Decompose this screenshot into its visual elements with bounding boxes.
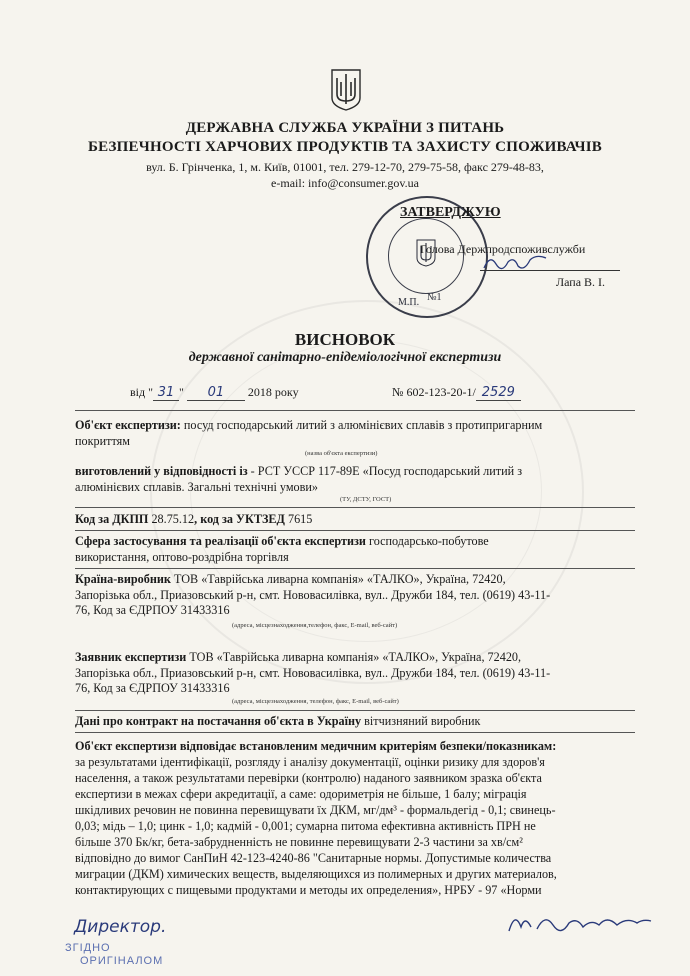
- scope-text-1: господарсько-побутове: [365, 534, 489, 548]
- section-divider: [75, 507, 635, 508]
- trident-emblem-icon: [330, 68, 362, 112]
- criteria-label: Об'єкт експертизи відповідає встановленим медичним критеріям безпеки/показникам:: [75, 739, 557, 753]
- code-value-2: 7615: [284, 512, 313, 526]
- applicant-text-2: Запорізька обл., Приазовський р-н, смт. Нововасилівка, вул.. Дружби 184, тел. (0619) 43-11-: [75, 665, 551, 680]
- country-caption: (адреса, місцезнаходження,телефон, факс, E-mail, веб-сайт): [232, 622, 398, 629]
- criteria-line: контактирующих с пищевыми продуктами и методы их определения», НРБУ - 97 «Норми: [75, 883, 542, 897]
- country-text-3: 76, Код за ЄДРПОУ 31433316: [75, 603, 230, 617]
- country-text-1: ТОВ «Таврійська ливарна компанія» «ТАЛКО», Україна, 72420,: [170, 572, 506, 586]
- approval-heading: ЗАТВЕРДЖУЮ: [400, 205, 501, 220]
- document-number: [392, 385, 521, 400]
- country-text-2: Запорізька обл., Приазовський р-н, смт. Нововасилівка, вул.. Дружби 184, тел. (0619) 43-11-: [75, 587, 551, 602]
- head-signature-icon: [480, 250, 550, 276]
- contract-label: Дані про контракт на постачання об'єкта в Україну: [75, 714, 362, 728]
- approval-role: Голова Держпродспоживслужби: [420, 242, 586, 256]
- document-number-prefix: № 602-123-20-1/: [392, 385, 476, 399]
- approval-signature-line: [480, 270, 620, 271]
- contract-text: вітчизняний виробник: [361, 714, 481, 728]
- criteria-line: миграции (ДКМ) химических веществ, выделяющихся из полимерных и других материалов,: [75, 867, 557, 881]
- agency-address: вул. Б. Грінченка, 1, м. Київ, 01001, тел. 279-12-70, 279-75-58, факс 279-48-83,: [146, 160, 544, 174]
- date-day: 31: [153, 385, 179, 401]
- criteria-line: відповідно до вимог СанПиН 42-123-4240-86 "Санитарные нормы. Допустимые количества: [75, 851, 552, 865]
- standard-section: [75, 464, 635, 495]
- section-divider: [75, 568, 635, 569]
- applicant-label: Заявник експертизи: [75, 650, 187, 664]
- standard-label: виготовлений у відповідності із: [75, 464, 248, 478]
- document-date: [130, 385, 299, 401]
- code-label-2: , код за УКТЗЕД: [194, 512, 285, 526]
- standard-text-2: алюмінієвих сплавів. Загальні технічні умови»: [75, 479, 319, 494]
- object-text-1: посуд господарський литий з алюмінієвих сплавів з протипригарним: [180, 418, 543, 432]
- applicant-section: [75, 650, 635, 697]
- criteria-line: 0,03; мідь – 1,0; цинк - 1,0; кадмій - 0,001; сумарна питома ефективна активність ПРН не: [75, 819, 536, 833]
- applicant-caption: (адреса, місцезнаходження, телефон, факс, E-mail, веб-сайт): [232, 698, 399, 705]
- date-prefix: від ": [130, 385, 154, 399]
- object-section: [75, 418, 635, 449]
- object-caption: (назва об'єкта експертизи): [305, 450, 378, 457]
- criteria-section: [75, 738, 635, 898]
- criteria-line: більше 370 Бк/кг, бета-забрудненність не повинне перевищувати 2-3 частини за хв/см²: [75, 835, 523, 849]
- scope-text-2: використання, оптово-роздрібна торгівля: [75, 549, 289, 564]
- approval-name: Лапа В. І.: [556, 275, 606, 289]
- code-section: [75, 512, 635, 528]
- applicant-text-3: 76, Код за ЄДРПОУ 31433316: [75, 681, 230, 695]
- criteria-line: шкідливих речовин не повинна перевищувати їх ДКМ, мг/дм³ - формальдегід - 0,1; свинець-: [75, 803, 556, 817]
- section-divider: [75, 530, 635, 531]
- country-label: Країна-виробник: [75, 572, 171, 586]
- contract-section: [75, 714, 635, 730]
- agency-name-line-1: ДЕРЖАВНА СЛУЖБА УКРАЇНИ З ПИТАНЬ: [185, 120, 505, 136]
- certified-copy-stamp-line-1: ЗГІДНО: [65, 942, 111, 954]
- expert-signature-icon: [505, 905, 655, 939]
- country-section: [75, 572, 635, 619]
- date-quote: ": [179, 385, 184, 399]
- stamp-number: №1: [427, 292, 442, 303]
- document-title: ВИСНОВОК: [294, 330, 396, 349]
- document-number-handwritten: 2529: [476, 385, 521, 401]
- director-signature-text: Директор.: [74, 917, 167, 937]
- date-suffix: 2018 року: [247, 385, 299, 399]
- code-value-1: 28.75.12: [148, 512, 195, 526]
- director-signature-icon: [70, 910, 180, 940]
- object-label: Об'єкт експертизи:: [75, 418, 181, 432]
- stamp-mp-label: М.П.: [398, 297, 420, 308]
- scope-label: Сфера застосування та реалізації об'єкта експертизи: [75, 534, 366, 548]
- standard-caption: (ТУ, ДСТУ, ГОСТ): [340, 496, 392, 503]
- document-subtitle: державної санітарно-епідеміологічної експертизи: [188, 350, 502, 365]
- scope-section: [75, 534, 635, 565]
- applicant-text-1: ТОВ «Таврійська ливарна компанія» «ТАЛКО», Україна, 72420,: [186, 650, 522, 664]
- section-divider: [75, 710, 635, 711]
- object-text-2: покриттям: [75, 433, 130, 448]
- standard-text-1: - РСТ УССР 117-89Е «Посуд господарський литий з: [247, 464, 523, 478]
- criteria-line: за результатами ідентифікації, розгляду і аналізу документації, оцінки ризику для здоров'я: [75, 755, 545, 769]
- section-divider: [75, 410, 635, 411]
- agency-email: e-mail: info@consumer.gov.ua: [271, 176, 419, 190]
- criteria-line: населення, а також результатами перевірки (контролю) наданого заявником зразка об'єкта: [75, 771, 542, 785]
- date-month: 01: [187, 385, 245, 401]
- code-label-1: Код за ДКПП: [75, 512, 149, 526]
- agency-name-line-2: БЕЗПЕЧНОСТІ ХАРЧОВИХ ПРОДУКТІВ ТА ЗАХИСТУ СПОЖИВАЧІВ: [88, 139, 602, 155]
- certified-copy-stamp-line-2: ОРИГІНАЛОМ: [80, 955, 164, 967]
- section-divider: [75, 732, 635, 733]
- criteria-line: експертизи в межах сфери акредитації, а саме: одориметрія не більше, 1 балу; міграція: [75, 787, 527, 801]
